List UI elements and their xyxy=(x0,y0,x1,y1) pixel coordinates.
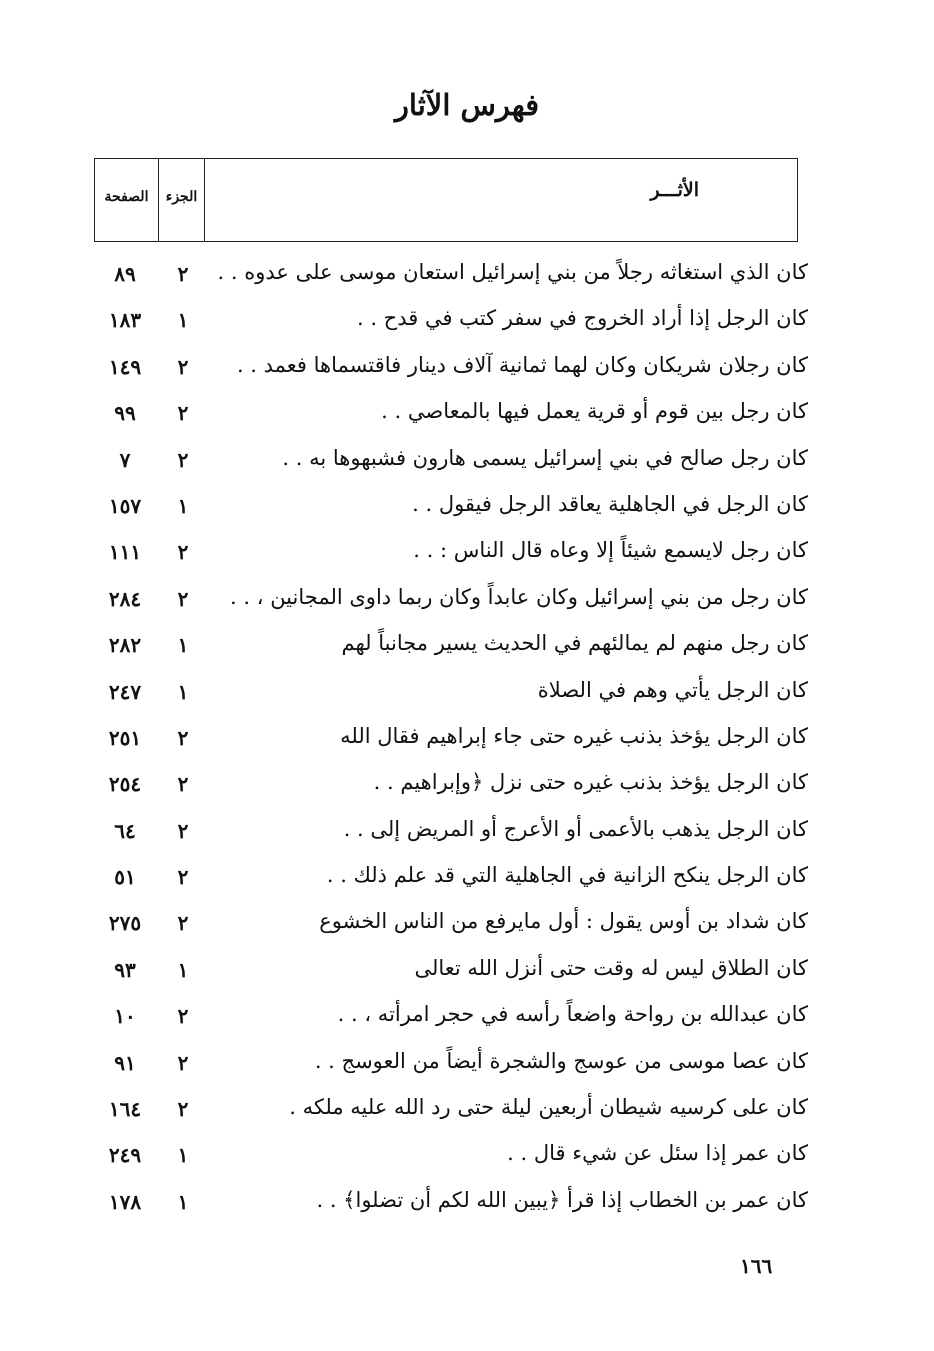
athar-text: كان الرجل يذهب بالأعمى أو الأعرج أو المريض إلى . . xyxy=(343,816,808,841)
page-reference: ٢٤٩ xyxy=(108,1143,142,1168)
page-reference: ٩٣ xyxy=(114,957,136,982)
header-page-column: الصفحة xyxy=(95,159,159,241)
page-reference: ٢٨٤ xyxy=(108,586,142,611)
volume-number: ٢ xyxy=(177,1097,189,1122)
page-title: فهرس الآثار xyxy=(394,88,540,122)
athar-text: كان عبدالله بن رواحة واضعاً رأسه في حجر امرأته ، . . xyxy=(337,1002,808,1027)
volume-number: ٢ xyxy=(177,725,189,750)
volume-number: ١ xyxy=(177,493,189,518)
athar-text: كان الرجل إذا أراد الخروج في سفر كتب في قدح . . xyxy=(356,306,808,331)
page-reference: ٨٩ xyxy=(114,262,136,286)
page-reference: ١١١ xyxy=(108,540,142,565)
volume-number: ٢ xyxy=(177,1050,189,1075)
athar-text: كان رجلان شريكان وكان لهما ثمانية آلاف دينار فاقتسماها فعمد . . xyxy=(236,352,808,377)
page-reference: ٢٧٥ xyxy=(108,911,142,936)
volume-number: ٢ xyxy=(177,262,189,286)
table-row xyxy=(94,347,808,393)
page-reference: ٩٩ xyxy=(114,401,136,426)
athar-text: كان الرجل في الجاهلية يعاقد الرجل فيقول . . xyxy=(412,491,808,516)
page-reference: ١٤٩ xyxy=(108,354,142,379)
athar-text: كان رجل لايسمع شيئاً إلا وعاه قال الناس : . . xyxy=(413,538,808,563)
page-reference: ٩١ xyxy=(114,1050,136,1075)
volume-number: ٢ xyxy=(177,772,189,797)
page-reference: ٧ xyxy=(119,447,131,472)
table-row xyxy=(94,903,808,949)
table-row xyxy=(94,996,808,1042)
table-row xyxy=(94,486,808,532)
page-reference: ١٨٣ xyxy=(108,308,142,333)
table-row xyxy=(94,254,808,300)
volume-number: ٢ xyxy=(177,911,189,936)
athar-text: كان الرجل يؤخذ بذنب غيره حتى نزل ﴿وإبراهيم . . xyxy=(373,770,808,795)
table-row xyxy=(94,718,808,764)
table-row xyxy=(94,625,808,671)
volume-number: ١ xyxy=(177,679,189,704)
athar-text: كان على كرسيه شيطان أربعين ليلة حتى رد الله عليه ملكه . xyxy=(289,1095,808,1120)
page-number: ١٦٦ xyxy=(740,1254,773,1278)
athar-text: كان رجل من بني إسرائيل وكان عابداً وكان ربما داوى المجانين ، . . xyxy=(230,584,808,609)
header-athar-column: الأثـــر xyxy=(650,179,699,201)
table-row xyxy=(94,857,808,903)
athar-text: كان الطلاق ليس له وقت حتى أنزل الله تعالى xyxy=(414,955,808,980)
page-reference: ٢٥٤ xyxy=(108,772,142,797)
volume-number: ٢ xyxy=(177,354,189,379)
volume-number: ١ xyxy=(177,308,189,333)
table-row xyxy=(94,579,808,625)
table-row xyxy=(94,440,808,486)
athar-text: كان الرجل يؤخذ بذنب غيره حتى جاء إبراهيم فقال الله xyxy=(340,723,808,748)
volume-number: ٢ xyxy=(177,818,189,843)
table-row xyxy=(94,1089,808,1135)
page-reference: ١٧٨ xyxy=(108,1189,142,1214)
table-row xyxy=(94,532,808,578)
table-row xyxy=(94,950,808,996)
volume-number: ٢ xyxy=(177,447,189,472)
page-reference: ٥١ xyxy=(114,865,136,890)
table-row xyxy=(94,1182,808,1228)
volume-number: ٢ xyxy=(177,401,189,426)
header-volume-column: الجزء xyxy=(159,159,205,241)
athar-text: كان الرجل ينكح الزانية في الجاهلية التي قد علم ذلك . . xyxy=(326,863,808,888)
page-reference: ٢٤٧ xyxy=(108,679,142,704)
athar-text: كان الرجل يأتي وهم في الصلاة xyxy=(537,677,808,702)
volume-number: ٢ xyxy=(177,586,189,611)
volume-number: ١ xyxy=(177,1143,189,1168)
table-row xyxy=(94,764,808,810)
volume-number: ٢ xyxy=(177,865,189,890)
table-row xyxy=(94,811,808,857)
table-row xyxy=(94,1043,808,1089)
page-reference: ١٦٤ xyxy=(108,1097,142,1122)
table-row xyxy=(94,1135,808,1181)
athar-text: كان عمر إذا سئل عن شيء قال . . xyxy=(507,1141,808,1166)
table-header xyxy=(94,158,798,242)
page-reference: ٢٨٢ xyxy=(108,633,142,658)
volume-number: ١ xyxy=(177,957,189,982)
athar-text: كان الذي استغاثه رجلاً من بني إسرائيل استعان موسى على عدوه . . xyxy=(217,260,808,284)
page-reference: ٢٥١ xyxy=(108,725,142,750)
table-row xyxy=(94,300,808,346)
athar-text: كان شداد بن أوس يقول : أول مايرفع من الناس الخشوع xyxy=(319,909,808,934)
volume-number: ١ xyxy=(177,1189,189,1214)
athar-text: كان عمر بن الخطاب إذا قرأ ﴿يبين الله لكم أن تضلوا﴾ . . xyxy=(316,1187,808,1212)
athar-text: كان رجل منهم لم يمالئهم في الحديث يسير مجانباً لهم xyxy=(341,631,808,656)
page-reference: ١٠ xyxy=(114,1004,136,1029)
athar-index-list xyxy=(94,254,808,1228)
volume-number: ٢ xyxy=(177,540,189,565)
volume-number: ٢ xyxy=(177,1004,189,1029)
athar-text: كان رجل بين قوم أو قرية يعمل فيها بالمعاصي . . xyxy=(381,399,808,424)
table-row xyxy=(94,672,808,718)
table-row xyxy=(94,393,808,439)
volume-number: ١ xyxy=(177,633,189,658)
athar-text: كان رجل صالح في بني إسرائيل يسمى هارون فشبهوها به . . xyxy=(282,445,808,470)
athar-text: كان عصا موسى من عوسج والشجرة أيضاً من العوسج . . xyxy=(314,1048,808,1073)
page-reference: ٦٤ xyxy=(114,818,136,843)
page-reference: ١٥٧ xyxy=(108,493,142,518)
